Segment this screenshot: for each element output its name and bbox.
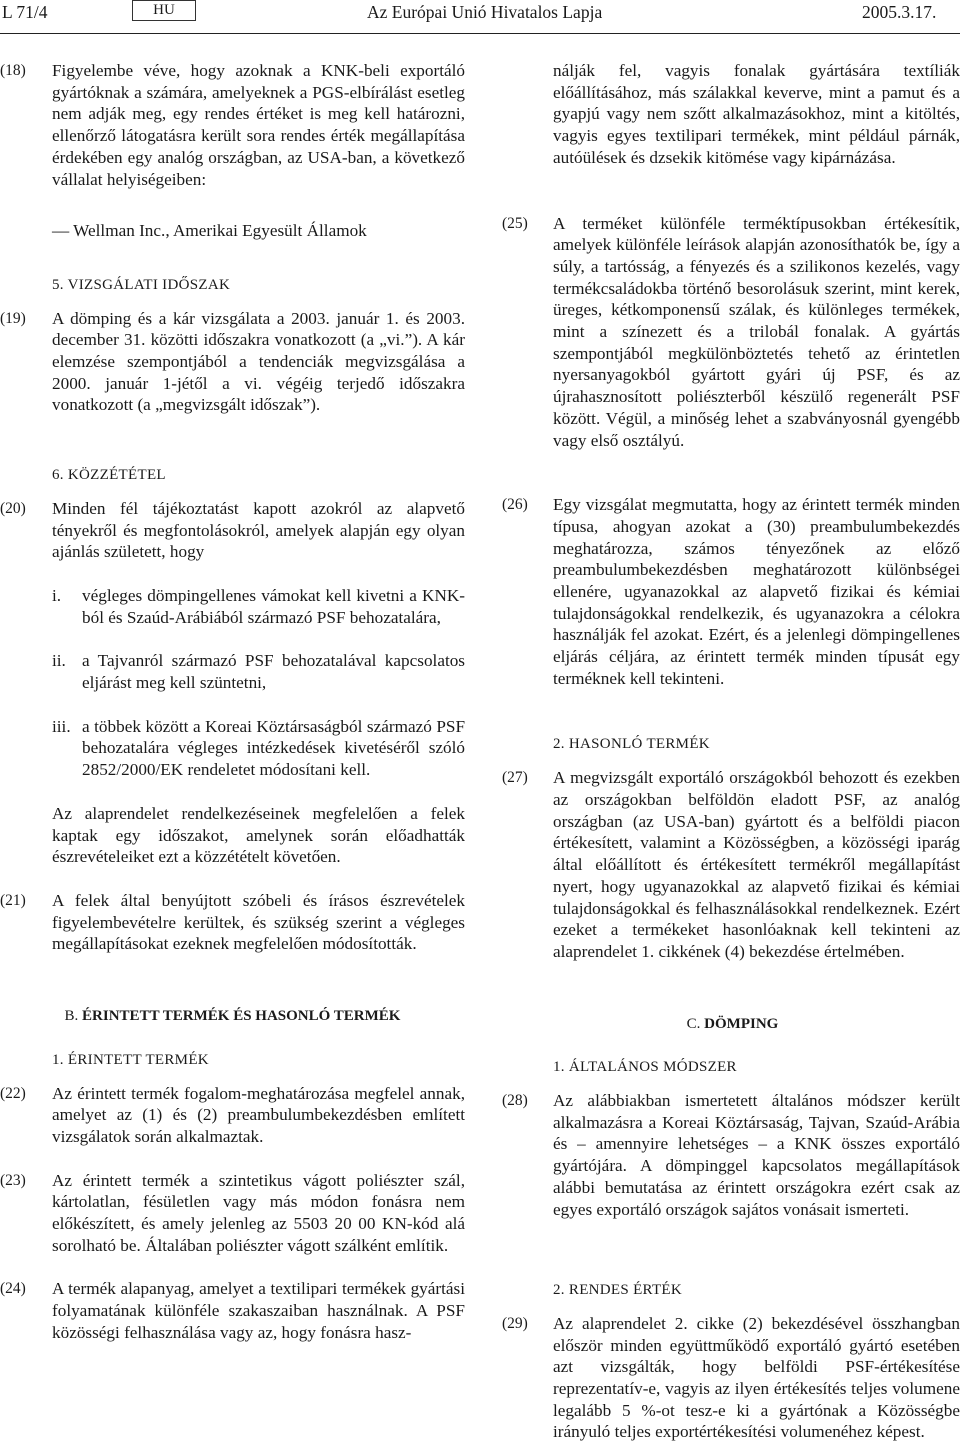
page-header bbox=[0, 0, 960, 36]
section-heading: 2. HASONLÓ TERMÉK bbox=[553, 735, 710, 752]
paragraph-number: (28) bbox=[502, 1092, 528, 1110]
paragraph-number: (23) bbox=[0, 1171, 26, 1189]
paragraph-29 bbox=[502, 1313, 960, 1443]
paragraph-18 bbox=[0, 60, 465, 190]
section-heading: 5. VIZSGÁLATI IDŐSZAK bbox=[52, 276, 231, 293]
paragraph-number: (20) bbox=[0, 499, 26, 517]
paragraph-25 bbox=[502, 213, 960, 452]
paragraph-20 bbox=[0, 498, 465, 563]
paragraph-text: Az érintett termék fogalom-meghatározása megfelel annak, amelyet az (1) és (2) preambulumbekezdésben említett vizsgálatok során alkalmaztak. bbox=[52, 1083, 465, 1146]
paragraph-21 bbox=[0, 890, 465, 955]
section-heading: 2. RENDES ÉRTÉK bbox=[553, 1282, 683, 1299]
page-number: L 71/4 bbox=[2, 2, 48, 22]
list-item-iii bbox=[52, 716, 465, 781]
paragraph-text: Minden fél tájékoztatást kapott azokról az alapvető tényekről és megfontolásokról, amelyek alapján egy olyan ajánlás született, hogy bbox=[52, 498, 465, 562]
list-text: a többek között a Koreai Köztársaságból származó PSF behozatalára végleges intézkedések kivetéséről szóló 2852/2000/EK rendeletet módosítani kell. bbox=[82, 716, 465, 780]
paragraph-text: Az alaprendelet rendelkezéseinek megfelelően a felek kaptak egy időszakot, amelynek során előadhatták észrevételeiket ezt a közzétételt követően. bbox=[52, 803, 465, 867]
paragraph-24 bbox=[0, 1278, 465, 1343]
list-label: ii. bbox=[52, 651, 66, 671]
chapter-title: DÖMPING bbox=[704, 1015, 779, 1032]
left-column bbox=[0, 60, 465, 1344]
paragraph-22 bbox=[0, 1083, 465, 1148]
right-column bbox=[502, 60, 960, 1443]
paragraph-number: (21) bbox=[0, 891, 26, 909]
section-heading: 1. ÁLTALÁNOS MÓDSZER bbox=[553, 1059, 737, 1076]
list-label: i. bbox=[52, 585, 62, 605]
header-rule bbox=[0, 33, 960, 34]
paragraph-23 bbox=[0, 1170, 465, 1257]
paragraph-number: (22) bbox=[0, 1084, 26, 1102]
chapter-letter: B. bbox=[64, 1008, 79, 1025]
chapter-letter: C. bbox=[686, 1015, 701, 1032]
journal-title: Az Európai Unió Hivatalos Lapja bbox=[367, 2, 603, 22]
paragraph-number: (25) bbox=[502, 214, 528, 232]
paragraph-text: Az alábbiakban ismertetett általános módszer került alkalmazásra a Koreai Köztársaság, Tajvan, Szaúd-Arábia és – amennyire lehetséges – a KNK összes exportáló gyártójára. A dömpinggel kapcsolatos megállapítások alábbi bemutatása az érintett országokra ezért csak az egyes exportáló országok sajátos vonásait ismerteti. bbox=[553, 1091, 960, 1219]
paragraph-number: (18) bbox=[0, 62, 26, 79]
chapter-heading-b bbox=[0, 1006, 465, 1028]
paragraph-text: A termék alapanyag, amelyet a textilipari termékek gyártási folyamatának különféle szakaszaiban használnak. A PSF közösségi felhasználása vagy az, hogy fonásra hasz- bbox=[52, 1279, 465, 1342]
paragraph-27 bbox=[502, 767, 960, 962]
paragraph-26 bbox=[502, 494, 960, 689]
list-label: iii. bbox=[52, 716, 71, 736]
paragraph-text: A felek által benyújtott szóbeli és írásos észrevételek figyelembevételre kerültek, és szükség szerint a végleges megállapításokat ezeknek megfelelően módosították. bbox=[52, 890, 465, 954]
paragraph-24-continued: nálják fel, vagyis fonalak gyártására textíliák előállításához, más szálakkal keverve, mint a pamut és a gyapjú vagy nem szőtt alkalmazásokhoz, mint a kitöltés, vagyis egyes textilipari termékek, mint például párnák, autóülések és dzsekik kitömése vagy kipárnázása. bbox=[553, 61, 960, 167]
chapter-heading-c bbox=[505, 1014, 960, 1036]
paragraph-number: (26) bbox=[502, 496, 528, 514]
paragraph-text: A dömping és a kár vizsgálata a 2003. január 1. és 2003. december 31. közötti időszakra vonatkozott (a „vi.”). A kár elemzése szempontjából a tendenciák megvizsgálása a 2000. január 1-jétől a vi. végéig terjedő időszakra vonatkozott (a „megvizsgált időszak”). bbox=[52, 308, 465, 415]
paragraph-text: Az alaprendelet 2. cikke (2) bekezdésével összhangban először minden együttműködő exportáló gyártó esetében azt vizsgálták, hogy belföldi PSF-értékesítése reprezentatív-e, vagyis az ilyen értékesítés teljes volumene legalább 5 %-ot tesz-e ki a gyártónak a Közösségbe irányuló teljes exportértékesítési volumenéhez képest. bbox=[553, 1313, 960, 1442]
paragraph-text: Az érintett termék a szintetikus vágott poliészter szál, kártolatlan, fésületlen vagy más módon fonásra nem előkészített, és amely jelenleg az 5503 20 00 KN-kód alá sorolható be. Általában poliészter vágott szálként említik. bbox=[52, 1170, 465, 1255]
paragraph-number: (24) bbox=[0, 1280, 26, 1298]
paragraph-19 bbox=[0, 308, 465, 417]
dash-item: — Wellman Inc., Amerikai Egyesült Államok bbox=[52, 221, 367, 241]
paragraph-text: Egy vizsgálat megmutatta, hogy az érintett termék minden típusa, ahogyan azokat a (30) preambulumbekezdés meghatározza, számos tényezőnek az előző preambulumbekezdésben meghatározott különbségei ellenére, ugyanazokkal az alapvető fizikai és kémiai tulajdonságokkal rendelkezik, és ugyanazokra a célokra használják fel azokat. Ezért, és a jelenlegi dömpingellenes eljárás céljára, az érintett termék minden típusát egy terméknek kell tekinteni. bbox=[553, 495, 960, 688]
paragraph-text: A terméket különféle terméktípusokban értékesítik, amelyek különféle leírások alapján azonosíthatók be, így a súly, a tartósság, a fényezés és a szilikonos kezelés, vagy termékcsaládokba történő besorolásuk szerint, mint kerek, üreges, kétkomponensű szálak, és különleges termékek, mint a színezett és a trilobál fonalak. A gyártás szempontjából megkülönböztetés tehető az érintetlen nyersanyagokból gyártott gyári új PSF, és az újrahasznosított poliészterből készülő regenerált PSF között. Végül, a minőség lehet a szabványosnál gyengébb vagy első osztályú. bbox=[553, 213, 960, 450]
chapter-title: ÉRINTETT TERMÉK ÉS HASONLÓ TERMÉK bbox=[82, 1008, 401, 1025]
language-box: HU bbox=[132, 0, 196, 21]
list-text: a Tajvanról származó PSF behozatalával kapcsolatos eljárást meg kell szüntetni, bbox=[82, 651, 465, 693]
paragraph-number: (27) bbox=[502, 769, 528, 787]
paragraph-text: Figyelembe véve, hogy azoknak a KNK-beli exportáló gyártóknak a számára, amelyeknek a PGS-elbírálást esetleg nem adják meg, egy rendes értéket is meg kell határozni, ellenőrző látogatásra került sora rendes érték megállapítása érdekében egy analóg országban, az USA-ban, a következő vállalat helyiségeiben: bbox=[52, 61, 465, 189]
section-heading: 6. KÖZZÉTÉTEL bbox=[52, 467, 166, 484]
paragraph-number: (29) bbox=[502, 1314, 528, 1332]
paragraph-28 bbox=[502, 1090, 960, 1220]
list-item-i bbox=[52, 585, 465, 628]
publication-date: 2005.3.17. bbox=[862, 2, 937, 22]
paragraph-number: (19) bbox=[0, 309, 26, 327]
section-heading: 1. ÉRINTETT TERMÉK bbox=[52, 1051, 209, 1068]
list-item-ii bbox=[52, 650, 465, 693]
paragraph-text: A megvizsgált exportáló országokból behozott és ezekben az országokban belföldön eladott PSF, az analóg országban (az USA-ban) gyártott és a belföldi piacon értékesített, valamint a Közösségben, a közösségi iparág által előállított és értékesített termékről megállapítást nyert, hogy ugyanazokkal az alapvető fizikai és kémiai tulajdonságokkal és felhasználásokkal rendelkeznek. Ezért ezeket a termékeket hasonlóaknak kell tekinteni az alaprendelet 1. cikkének (4) bekezdése értelmében. bbox=[553, 768, 960, 961]
list-text: végleges dömpingellenes vámokat kell kivetni a KNK-ból és Szaúd-Arábiából származó PSF behozatalára, bbox=[82, 585, 465, 627]
